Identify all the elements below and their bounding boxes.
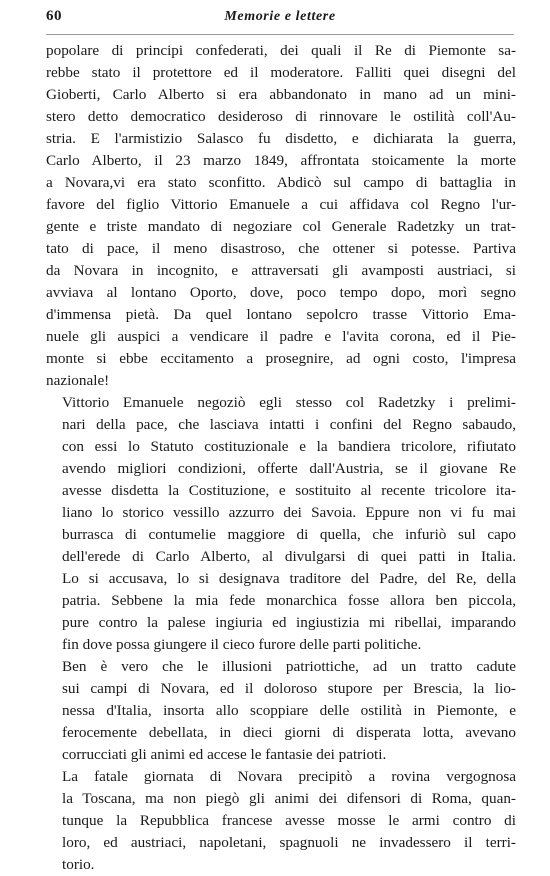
text-line: nari della pace, che lasciava intatti i confini del Regno sabaudo, (62, 416, 516, 433)
paragraph (46, 656, 516, 766)
text-line: burrasca di contumelie maggiore di quella, che infuriò sul capo (62, 526, 516, 543)
text-line: fin dove possa giungere il cieco furore delle parti politiche. (62, 636, 422, 653)
text-line: loro, ed austriaci, napoletani, spagnuoli ne invadessero il terri- (62, 834, 516, 851)
text-line: popolare di principi confederati, dei quali il Re di Piemonte sa- (46, 42, 516, 59)
text-line: avendo migliori condizioni, offerte dall'Austria, se il giovane Re (62, 460, 516, 477)
text-line: corrucciati gli animi ed accese le fantasie dei patrioti. (62, 746, 387, 763)
text-line: monte si ebbe eccitamento a prosegnire, ad ogni costo, l'impresa (46, 350, 516, 367)
text-line: Carlo Alberto, il 23 marzo 1849, affrontata stoicamente la morte (46, 152, 516, 169)
text-line: d'immensa pietà. Da quel lontano sepolcro trasse Vittorio Ema- (46, 306, 516, 323)
page-header (46, 8, 514, 30)
page-number: 60 (46, 8, 62, 24)
text-line: nessa d'Italia, insorta allo scoppiare delle ostilità in Piemonte, e (62, 702, 516, 719)
text-line: sui campi di Novara, ed il doloroso stupore per Brescia, la lio- (62, 680, 516, 697)
text-line: con essi lo Statuto costituzionale e la bandiera tricolore, rifiutato (62, 438, 516, 455)
text-line: liano lo storico vessillo azzurro dei Savoia. Eppure non vi fu mai (62, 504, 516, 521)
page-body (46, 40, 516, 876)
text-line: stero detto democratico desideroso di rinnovare le ostilità coll'Au- (46, 108, 516, 125)
paragraph (46, 766, 516, 876)
paragraph (46, 40, 516, 392)
text-line: favore del figlio Vittorio Emanuele a cui affidava col Regno l'ur- (46, 196, 516, 213)
text-line: nazionale! (46, 372, 110, 389)
text-line: gente e triste mandato di negoziare col Generale Radetzky un trat- (46, 218, 516, 235)
running-title: Memorie e lettere (224, 9, 336, 24)
text-line: torio. (62, 856, 95, 873)
text-line: avviava al lontano Oporto, dove, poco tempo dopo, morì segno (46, 284, 516, 301)
text-line: dell'erede di Carlo Alberto, al divulgarsi di quei patti in Italia. (62, 548, 516, 565)
text-line: tato di pace, il meno disastroso, che ottener si potesse. Partiva (46, 240, 516, 257)
text-line: ferocemente debellata, in dieci giorni di disperata lotta, avevano (62, 724, 516, 741)
text-line: Lo si accusava, lo si designava traditore del Padre, del Re, della (62, 570, 516, 587)
text-line: la Toscana, ma non piegò gli animi dei difensori di Roma, quan- (62, 790, 516, 807)
text-line: Vittorio Emanuele negoziò egli stesso col Radetzky i prelimi- (62, 394, 516, 411)
header-rule (46, 34, 514, 35)
text-line: pure contro la palese ingiuria ed ingiustizia mi ribellai, imparando (62, 614, 516, 631)
text-line: rebbe stato il protettore ed il moderatore. Falliti quei disegni del (46, 64, 516, 81)
text-line: tunque la Repubblica francese avesse mosse le armi contro di (62, 812, 516, 829)
paragraph (46, 392, 516, 656)
text-line: a Novara,vi era stato sconfitto. Abdicò sul campo di battaglia in (46, 174, 516, 191)
text-line: patria. Sebbene la mia fede monarchica fosse allora ben piccola, (62, 592, 516, 609)
text-line: La fatale giornata di Novara precipitò a rovina vergognosa (62, 768, 516, 785)
text-line: da Novara in incognito, e attraversati gli avamposti austriaci, si (46, 262, 516, 279)
text-line: Ben è vero che le illusioni patriottiche, ad un tratto cadute (62, 658, 516, 675)
text-line: Gioberti, Carlo Alberto si era abbandonato in mano ad un mini- (46, 86, 516, 103)
text-line: nuele gli auspici a vendicare il padre e l'avita corona, ed il Pie- (46, 328, 516, 345)
text-line: avesse disdetta la Costituzione, e sostituito al recente tricolore ita- (62, 482, 516, 499)
text-line: stria. E l'armistizio Salasco fu disdetto, e dichiarata la guerra, (46, 130, 516, 147)
